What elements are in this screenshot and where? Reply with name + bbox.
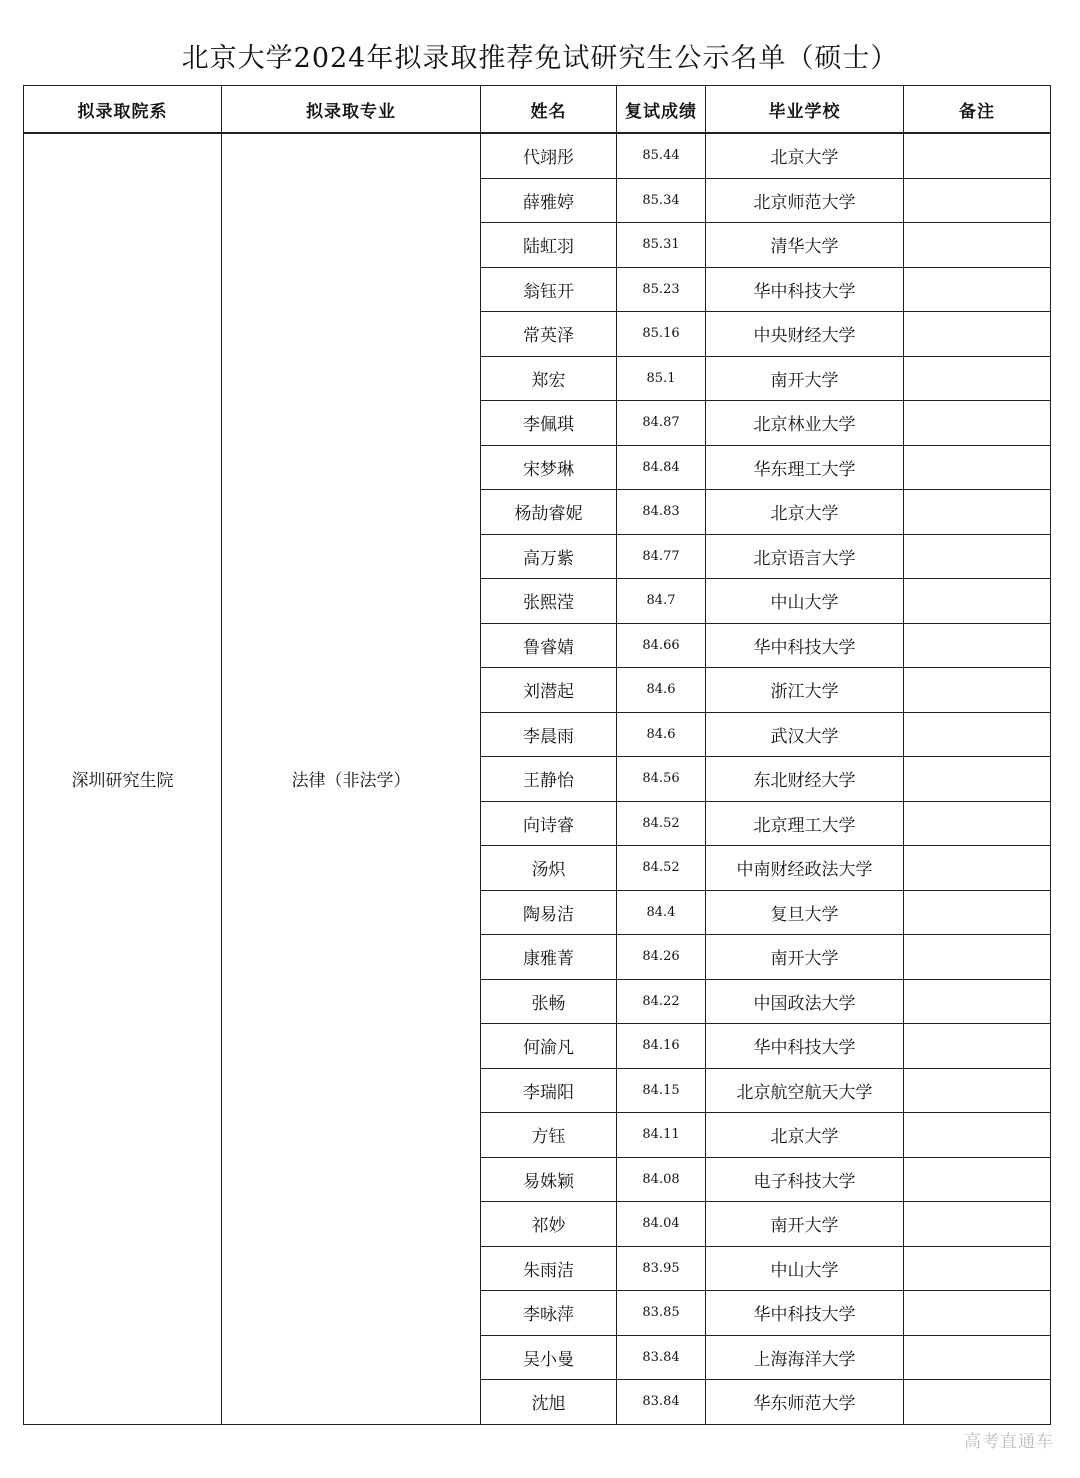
remark-cell [904, 356, 1051, 401]
name-cell: 方钰 [481, 1113, 617, 1158]
name-cell: 高万紫 [481, 534, 617, 579]
score-cell: 84.6 [617, 668, 706, 713]
name-cell: 李佩琪 [481, 401, 617, 446]
remark-cell [904, 178, 1051, 223]
score-cell: 84.6 [617, 712, 706, 757]
name-cell: 翁钰开 [481, 267, 617, 312]
name-cell: 何渝凡 [481, 1024, 617, 1069]
score-cell: 85.23 [617, 267, 706, 312]
name-cell: 鲁睿婧 [481, 623, 617, 668]
school-cell: 南开大学 [706, 935, 904, 980]
score-cell: 83.95 [617, 1246, 706, 1291]
remark-cell [904, 1291, 1051, 1336]
name-cell: 代翊彤 [481, 133, 617, 178]
score-cell: 84.52 [617, 801, 706, 846]
score-cell: 85.16 [617, 312, 706, 357]
score-cell: 85.1 [617, 356, 706, 401]
score-cell: 83.85 [617, 1291, 706, 1336]
school-cell: 中山大学 [706, 1246, 904, 1291]
school-cell: 华中科技大学 [706, 1291, 904, 1336]
score-cell: 84.52 [617, 846, 706, 891]
remark-cell [904, 1024, 1051, 1069]
name-cell: 陆虹羽 [481, 223, 617, 268]
page-title: 北京大学2024年拟录取推荐免试研究生公示名单（硕士） [181, 43, 899, 74]
name-cell: 杨劼睿妮 [481, 490, 617, 535]
watermark: 高考直通车 [964, 1432, 1054, 1452]
remark-cell [904, 1113, 1051, 1158]
header-department: 拟录取院系 [24, 86, 222, 134]
school-cell: 中南财经政法大学 [706, 846, 904, 891]
school-cell: 南开大学 [706, 356, 904, 401]
name-cell: 张畅 [481, 979, 617, 1024]
name-cell: 张熙滢 [481, 579, 617, 624]
name-cell: 李瑞阳 [481, 1068, 617, 1113]
score-cell: 84.84 [617, 445, 706, 490]
name-cell: 沈旭 [481, 1380, 617, 1425]
remark-cell [904, 890, 1051, 935]
remark-cell [904, 490, 1051, 535]
school-cell: 中山大学 [706, 579, 904, 624]
school-cell: 北京语言大学 [706, 534, 904, 579]
school-cell: 中国政法大学 [706, 979, 904, 1024]
name-cell: 陶易洁 [481, 890, 617, 935]
school-cell: 北京大学 [706, 133, 904, 178]
score-cell: 84.77 [617, 534, 706, 579]
header-major: 拟录取专业 [222, 86, 481, 134]
score-cell: 84.04 [617, 1202, 706, 1247]
name-cell: 祁妙 [481, 1202, 617, 1247]
score-cell: 85.31 [617, 223, 706, 268]
score-cell: 84.7 [617, 579, 706, 624]
remark-cell [904, 1380, 1051, 1425]
name-cell: 宋梦琳 [481, 445, 617, 490]
name-cell: 李晨雨 [481, 712, 617, 757]
score-cell: 84.16 [617, 1024, 706, 1069]
remark-cell [904, 801, 1051, 846]
score-cell: 85.34 [617, 178, 706, 223]
school-cell: 复旦大学 [706, 890, 904, 935]
remark-cell [904, 445, 1051, 490]
remark-cell [904, 935, 1051, 980]
name-cell: 李咏萍 [481, 1291, 617, 1336]
remark-cell [904, 1246, 1051, 1291]
name-cell: 吴小曼 [481, 1335, 617, 1380]
name-cell: 刘潜起 [481, 668, 617, 713]
school-cell: 电子科技大学 [706, 1157, 904, 1202]
remark-cell [904, 133, 1051, 178]
name-cell: 易姝颖 [481, 1157, 617, 1202]
header-name: 姓名 [481, 86, 617, 134]
remark-cell [904, 846, 1051, 891]
score-cell: 84.22 [617, 979, 706, 1024]
score-cell: 84.15 [617, 1068, 706, 1113]
table-body [24, 133, 1051, 1424]
remark-cell [904, 267, 1051, 312]
admission-table [23, 85, 1051, 1425]
score-cell: 83.84 [617, 1335, 706, 1380]
score-cell: 84.08 [617, 1157, 706, 1202]
school-cell: 武汉大学 [706, 712, 904, 757]
remark-cell [904, 712, 1051, 757]
remark-cell [904, 1335, 1051, 1380]
school-cell: 浙江大学 [706, 668, 904, 713]
remark-cell [904, 223, 1051, 268]
school-cell: 北京大学 [706, 490, 904, 535]
remark-cell [904, 757, 1051, 802]
name-cell: 薛雅婷 [481, 178, 617, 223]
score-cell: 84.26 [617, 935, 706, 980]
name-cell: 汤炽 [481, 846, 617, 891]
name-cell: 常英泽 [481, 312, 617, 357]
score-cell: 84.4 [617, 890, 706, 935]
remark-cell [904, 1202, 1051, 1247]
remark-cell [904, 979, 1051, 1024]
score-cell: 85.44 [617, 133, 706, 178]
remark-cell [904, 1068, 1051, 1113]
major-cell: 法律（非法学） [222, 133, 481, 1424]
header-score: 复试成绩 [617, 86, 706, 134]
school-cell: 中央财经大学 [706, 312, 904, 357]
school-cell: 北京林业大学 [706, 401, 904, 446]
remark-cell [904, 534, 1051, 579]
name-cell: 康雅菁 [481, 935, 617, 980]
remark-cell [904, 1157, 1051, 1202]
name-cell: 王静怡 [481, 757, 617, 802]
remark-cell [904, 401, 1051, 446]
header-remark: 备注 [904, 86, 1051, 134]
name-cell: 向诗睿 [481, 801, 617, 846]
table-row [24, 133, 1051, 178]
school-cell: 华中科技大学 [706, 1024, 904, 1069]
school-cell: 上海海洋大学 [706, 1335, 904, 1380]
score-cell: 83.84 [617, 1380, 706, 1425]
remark-cell [904, 623, 1051, 668]
school-cell: 北京理工大学 [706, 801, 904, 846]
school-cell: 北京大学 [706, 1113, 904, 1158]
name-cell: 朱雨洁 [481, 1246, 617, 1291]
score-cell: 84.56 [617, 757, 706, 802]
score-cell: 84.66 [617, 623, 706, 668]
remark-cell [904, 312, 1051, 357]
school-cell: 东北财经大学 [706, 757, 904, 802]
score-cell: 84.87 [617, 401, 706, 446]
school-cell: 北京航空航天大学 [706, 1068, 904, 1113]
school-cell: 华中科技大学 [706, 623, 904, 668]
header-row [24, 86, 1051, 134]
score-cell: 84.83 [617, 490, 706, 535]
school-cell: 华东理工大学 [706, 445, 904, 490]
remark-cell [904, 579, 1051, 624]
department-cell: 深圳研究生院 [24, 133, 222, 1424]
school-cell: 北京师范大学 [706, 178, 904, 223]
name-cell: 郑宏 [481, 356, 617, 401]
score-cell: 84.11 [617, 1113, 706, 1158]
school-cell: 华中科技大学 [706, 267, 904, 312]
remark-cell [904, 668, 1051, 713]
header-school: 毕业学校 [706, 86, 904, 134]
school-cell: 清华大学 [706, 223, 904, 268]
school-cell: 南开大学 [706, 1202, 904, 1247]
school-cell: 华东师范大学 [706, 1380, 904, 1425]
